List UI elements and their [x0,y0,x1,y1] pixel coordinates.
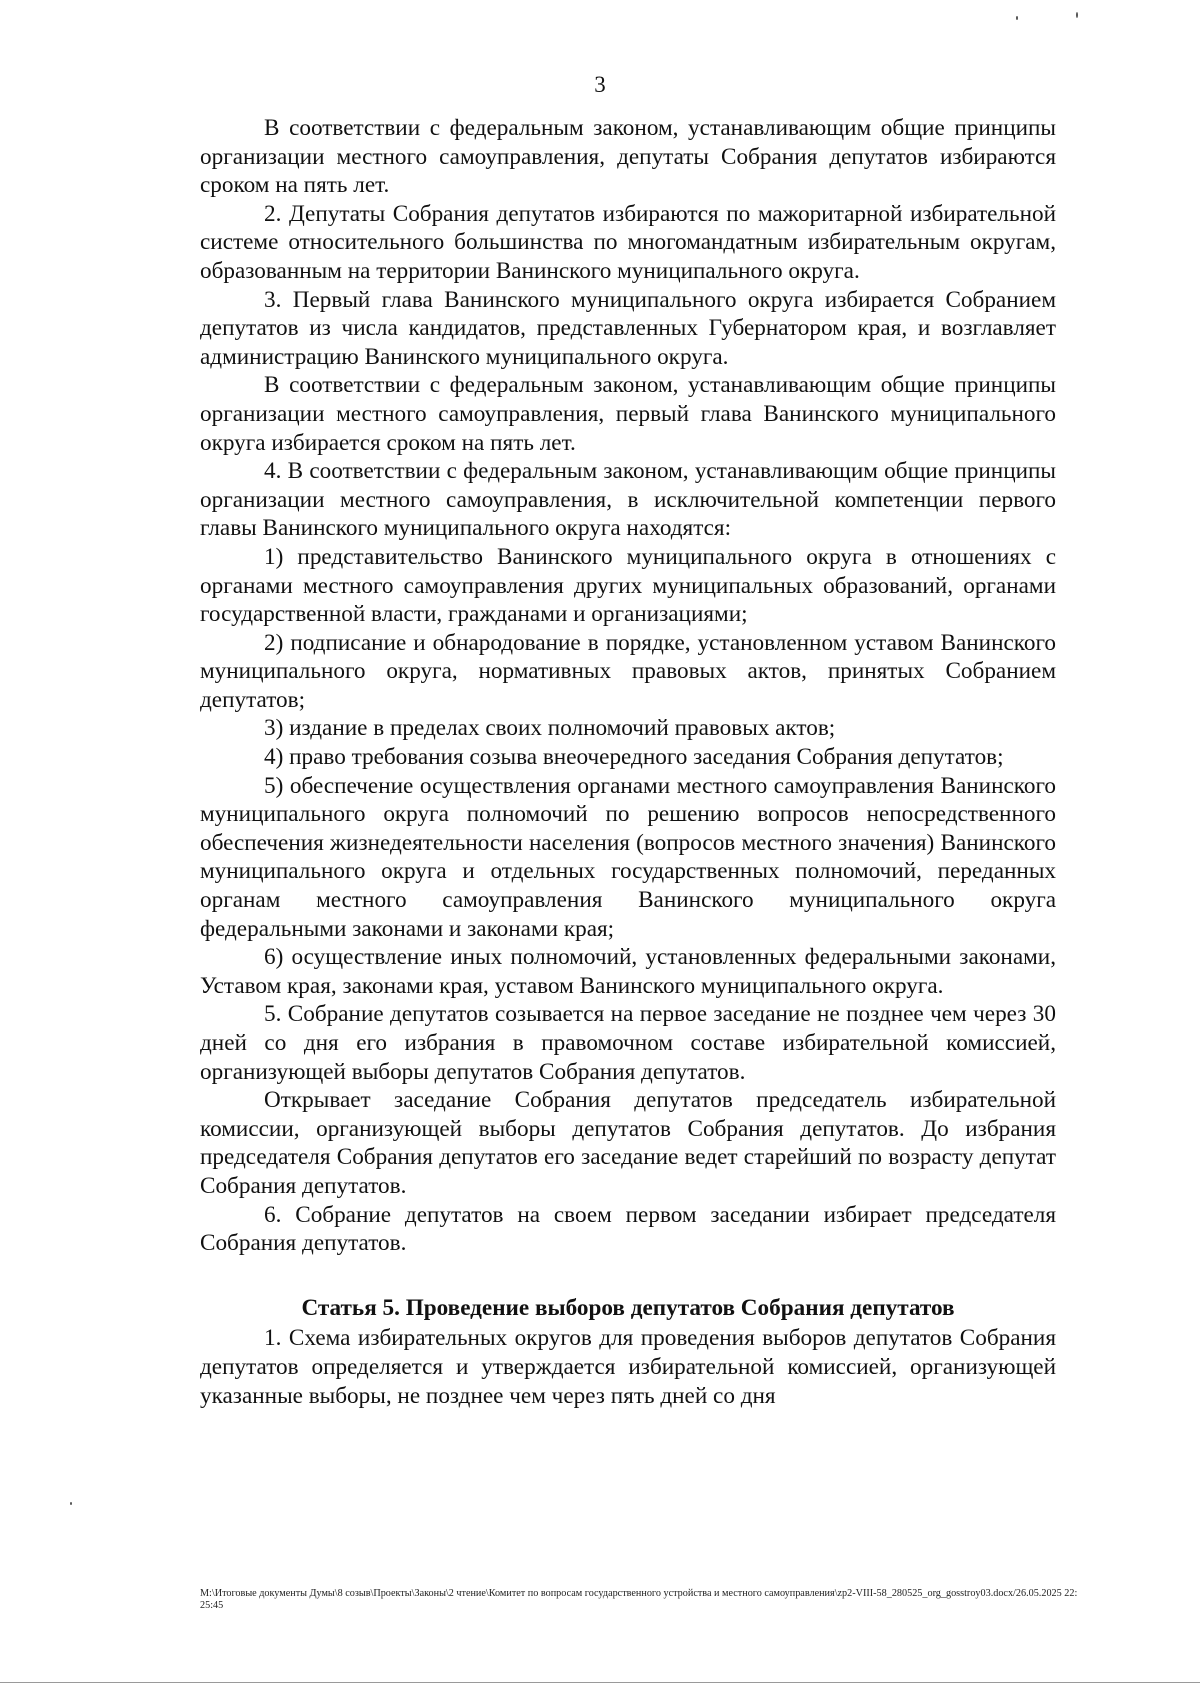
paragraph: 6. Собрание депутатов на своем первом заседании избирает председателя Собрания депутатов. [200,1201,1056,1257]
page-number: 3 [594,72,606,97]
scan-speck [1076,12,1078,18]
paragraph: 3. Первый глава Ванинского муниципального округа избирается Собранием депутатов из числа кандидатов, представленных Губернатором края, и возглавляет администрацию Ванинского муниципального округа. [200,286,1056,370]
paragraph: В соответствии с федеральным законом, устанавливающим общие принципы организации местного самоуправления, первый глава Ванинского муниципального округа избирается сроком на пять лет. [200,372,1056,456]
list-item: 1) представительство Ванинского муниципального округа в отношениях с органами местного самоуправления других муниципальных образований, органами государственной власти, гражданами и организациями; [200,543,1056,628]
paragraph: 1. Схема избирательных округов для проведения выборов депутатов Собрания депутатов определяется и утверждается избирательной комиссией, организующей указанные выборы, не позднее чем через пять дней со дня [200,1325,1056,1409]
list-item: 2) подписание и обнародование в порядке, установленном уставом Ванинского муниципального округа, нормативных правовых актов, принятых Собранием депутатов; [200,629,1056,713]
paragraph: 4. В соответствии с федеральным законом, устанавливающим общие принципы организации местного самоуправления, в исключительной компетенции первого главы Ванинского муниципального округа находятся: [200,458,1056,542]
paragraph: 2. Депутаты Собрания депутатов избираются по мажоритарной избирательной системе относительного большинства по многомандатным избирательным округам, образованным на территории Ванинского муниципального округа. [200,200,1056,284]
scan-speck [70,1502,72,1505]
paragraph: В соответствии с федеральным законом, устанавливающим общие принципы организации местного самоуправления, депутаты Собрания депутатов избираются сроком на пять лет. [200,115,1056,199]
list-item: 6) осуществление иных полномочий, установленных федеральными законами, Уставом края, законами края, уставом Ванинского муниципального округа. [200,944,1056,999]
list-item: 5) обеспечение осуществления органами местного самоуправления Ванинского муниципального округа полномочий по решению вопросов непосредственного обеспечения жизнедеятельности населения (вопросов местного значения) Ванинского муниципального округа и отдельных государственных полномочий, переданных органам местного самоуправления Ванинского муниципального округа федеральными законами и законами края; [200,772,1056,942]
document-body [200,114,1056,1410]
article-heading: Статья 5. Проведение выборов депутатов Собрания депутатов [301,1294,955,1321]
scan-speck [1016,16,1018,20]
list-item: 3) издание в пределах своих полномочий правовых актов; [264,715,836,742]
scan-edge-line [0,1682,1200,1683]
list-item: 4) право требования созыва внеочередного заседания Собрания депутатов; [264,744,1004,771]
footer-file-path: M:\Итоговые документы Думы\8 созыв\Проекты\Законы\2 чтение\Комитет по вопросам государственного устройства и местного самоуправления\zp2-VIII-58_280525_org_gosstroy03.docx/26.05.2025 22:25:45 [200,1588,1078,1611]
paragraph: 5. Собрание депутатов созывается на первое заседание не позднее чем через 30 дней со дня его избрания в правомочном составе избирательной комиссией, организующей выборы депутатов Собрания депутатов. [200,1001,1056,1085]
paragraph: Открывает заседание Собрания депутатов председатель избирательной комиссии, организующей выборы депутатов Собрания депутатов. До избрания председателя Собрания депутатов его заседание ведет старейший по возрасту депутат Собрания депутатов. [200,1087,1056,1199]
